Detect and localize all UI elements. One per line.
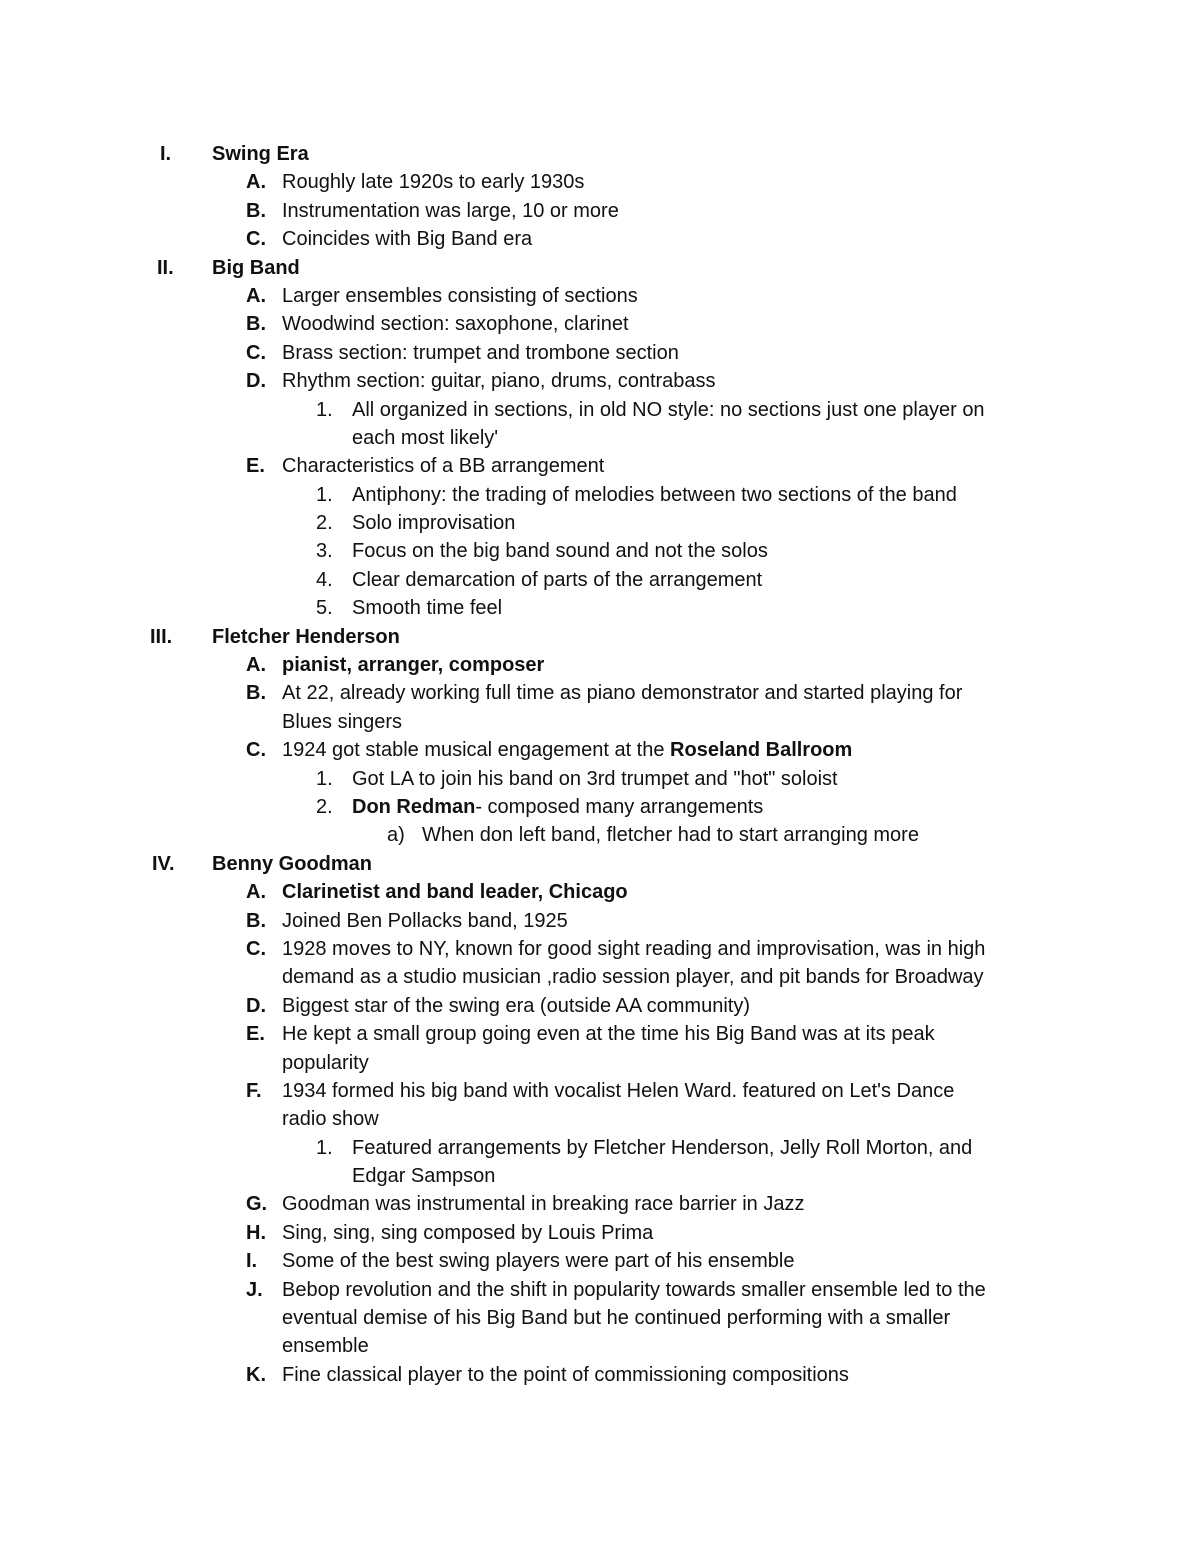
letter-marker: D.: [246, 370, 266, 393]
section-title: Big Band: [212, 256, 300, 279]
outline-item: [0, 168, 1200, 196]
item-text: Some of the best swing players were part of his ensemble: [282, 1250, 795, 1273]
outline-subitem: [0, 537, 1200, 565]
item-text: Roughly late 1920s to early 1930s: [282, 171, 585, 194]
outline-subitem: [0, 594, 1200, 622]
outline-item: [0, 1219, 1200, 1247]
item-text: Coincides with Big Band era: [282, 228, 533, 251]
letter-marker: C.: [246, 739, 266, 762]
outline-item: [0, 367, 1200, 395]
alpha-marker: a): [387, 824, 405, 847]
item-text: He kept a small group going even at the time his Big Band was at its peak: [282, 1023, 935, 1046]
item-text: Joined Ben Pollacks band, 1925: [282, 909, 568, 932]
outline-item-continuation: [0, 1049, 1200, 1077]
outline-item: [0, 1276, 1200, 1304]
item-text: Sing, sing, sing composed by Louis Prima: [282, 1221, 654, 1244]
item-text: Biggest star of the swing era (outside AA community): [282, 994, 750, 1017]
number-marker: 2.: [316, 512, 333, 535]
item-text-bold: Roseland Ballroom: [670, 739, 853, 762]
outline-subitem-continuation: [0, 1162, 1200, 1190]
item-text: Clarinetist and band leader, Chicago: [282, 881, 628, 904]
outline-item: [0, 225, 1200, 253]
item-text-plain: - composed many arrangements: [475, 795, 764, 818]
outline-item: [0, 452, 1200, 480]
outline-item: [0, 679, 1200, 707]
item-text: Edgar Sampson: [352, 1165, 496, 1188]
section-heading: [0, 254, 1200, 282]
item-text-plain: 1924 got stable musical engagement at the: [282, 739, 671, 762]
outline-item-continuation: [0, 708, 1200, 736]
item-text: popularity: [282, 1051, 369, 1074]
item-text: Woodwind section: saxophone, clarinet: [282, 313, 629, 336]
outline-subitem: [0, 481, 1200, 509]
letter-marker: B.: [246, 313, 266, 336]
section-heading: [0, 850, 1200, 878]
outline-item-continuation: [0, 1332, 1200, 1360]
outline-subitem: [0, 793, 1200, 821]
item-text: Focus on the big band sound and not the solos: [352, 540, 768, 563]
letter-marker: G.: [246, 1193, 268, 1216]
outline-item: [0, 1361, 1200, 1389]
number-marker: 1.: [316, 1136, 333, 1159]
outline-subitem: [0, 765, 1200, 793]
item-text: 1928 moves to NY, known for good sight reading and improvisation, was in high: [282, 937, 986, 960]
number-marker: 1.: [316, 767, 333, 790]
letter-marker: E.: [246, 455, 265, 478]
letter-marker: A.: [246, 654, 266, 677]
outline-subitem-continuation: [0, 424, 1200, 452]
outline-item: [0, 935, 1200, 963]
section-title: Benny Goodman: [212, 852, 373, 875]
letter-marker: H.: [246, 1221, 266, 1244]
item-text: Larger ensembles consisting of sections: [282, 284, 638, 307]
outline-item: [0, 651, 1200, 679]
letter-marker: B.: [246, 682, 266, 705]
outline-item: [0, 736, 1200, 764]
item-text: Fine classical player to the point of commissioning compositions: [282, 1363, 849, 1386]
item-text: Blues singers: [282, 710, 403, 733]
letter-marker: F.: [246, 1079, 262, 1102]
item-text: When don left band, fletcher had to start arranging more: [422, 824, 919, 847]
letter-marker: A.: [246, 171, 266, 194]
roman-marker: II.: [157, 256, 174, 279]
section-heading: [0, 623, 1200, 651]
item-text: 1934 formed his big band with vocalist Helen Ward. featured on Let's Dance: [282, 1079, 955, 1102]
item-text: Smooth time feel: [352, 597, 503, 620]
letter-marker: A.: [246, 881, 266, 904]
outline-document: [0, 140, 1200, 1389]
outline-subitem: [0, 1134, 1200, 1162]
roman-marker: III.: [150, 625, 173, 648]
outline-item-continuation: [0, 1105, 1200, 1133]
outline-subitem: [0, 566, 1200, 594]
letter-marker: D.: [246, 994, 266, 1017]
outline-item: [0, 1077, 1200, 1105]
item-text: each most likely': [352, 426, 499, 449]
letter-marker: C.: [246, 937, 266, 960]
item-text: [352, 793, 763, 821]
item-text: eventual demise of his Big Band but he continued performing with a smaller: [282, 1307, 951, 1330]
item-text: All organized in sections, in old NO style: no sections just one player on: [352, 398, 985, 421]
item-text: Characteristics of a BB arrangement: [282, 455, 605, 478]
roman-marker: IV.: [152, 852, 175, 875]
number-marker: 3.: [316, 540, 333, 563]
item-text: Antiphony: the trading of melodies between two sections of the band: [352, 483, 957, 506]
item-text: Brass section: trumpet and trombone section: [282, 341, 679, 364]
outline-subsubitem: [0, 821, 1200, 849]
roman-marker: I.: [160, 143, 172, 165]
item-text: [282, 736, 852, 764]
item-text-bold: Don Redman: [352, 795, 476, 818]
letter-marker: I.: [246, 1250, 258, 1273]
item-text: Solo improvisation: [352, 512, 516, 535]
letter-marker: C.: [246, 341, 266, 364]
letter-marker: A.: [246, 284, 266, 307]
item-text: Clear demarcation of parts of the arrangement: [352, 568, 763, 591]
outline-item: [0, 907, 1200, 935]
number-marker: 5.: [316, 597, 333, 620]
outline-subitem: [0, 509, 1200, 537]
item-text: radio show: [282, 1108, 379, 1131]
outline-item: [0, 310, 1200, 338]
outline-subitem: [0, 396, 1200, 424]
item-text: Goodman was instrumental in breaking race barrier in Jazz: [282, 1193, 805, 1216]
item-text: ensemble: [282, 1335, 369, 1358]
outline-item: [0, 1190, 1200, 1218]
outline-item: [0, 1247, 1200, 1275]
letter-marker: E.: [246, 1023, 265, 1046]
outline-item-continuation: [0, 963, 1200, 991]
letter-marker: B.: [246, 199, 266, 222]
item-text: At 22, already working full time as piano demonstrator and started playing for: [282, 682, 963, 705]
outline-item: [0, 339, 1200, 367]
number-marker: 2.: [316, 795, 333, 818]
outline-item: [0, 992, 1200, 1020]
section-title: Fletcher Henderson: [212, 625, 400, 648]
letter-marker: K.: [246, 1363, 266, 1386]
outline-item: [0, 1020, 1200, 1048]
item-text: Got LA to join his band on 3rd trumpet and "hot" soloist: [352, 767, 838, 790]
item-text: pianist, arranger, composer: [282, 654, 545, 677]
section-title: Swing Era: [212, 143, 309, 165]
letter-marker: C.: [246, 228, 266, 251]
item-text: Instrumentation was large, 10 or more: [282, 199, 619, 222]
outline-item-continuation: [0, 1304, 1200, 1332]
outline-item: [0, 878, 1200, 906]
outline-item: [0, 197, 1200, 225]
item-text: Rhythm section: guitar, piano, drums, contrabass: [282, 370, 716, 393]
item-text: Featured arrangements by Fletcher Henderson, Jelly Roll Morton, and: [352, 1136, 973, 1159]
number-marker: 1.: [316, 483, 333, 506]
item-text: demand as a studio musician ,radio session player, and pit bands for Broadway: [282, 966, 984, 989]
number-marker: 1.: [316, 398, 333, 421]
outline-item: [0, 282, 1200, 310]
number-marker: 4.: [316, 568, 333, 591]
letter-marker: B.: [246, 909, 266, 932]
letter-marker: J.: [246, 1278, 263, 1301]
item-text: Bebop revolution and the shift in popularity towards smaller ensemble led to the: [282, 1278, 986, 1301]
section-heading: [0, 140, 1200, 168]
